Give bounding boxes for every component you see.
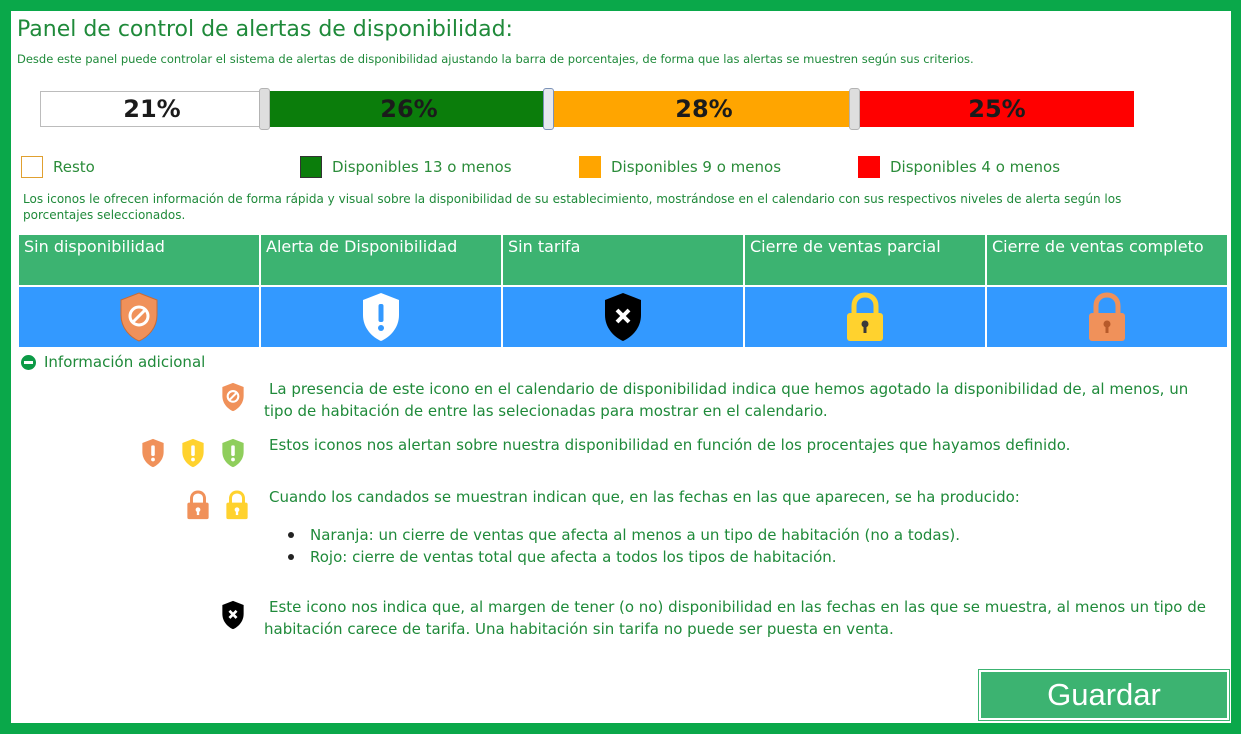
segment-rest xyxy=(40,91,264,127)
slider-handle-3[interactable] xyxy=(849,88,860,130)
legend-swatch-orange xyxy=(579,156,601,178)
alert-shield-icon xyxy=(359,291,403,343)
segment-13-or-less xyxy=(270,91,548,127)
header-no-availability: Sin disponibilidad xyxy=(19,235,259,285)
note-no-rate: Este icono nos indica que, al margen de tener (o no) disponibilidad en las fechas en las que se muestra, al menos un tipo de habitación carece de tarifa. Una habitación sin tarifa no puede ser puesta en venta. xyxy=(264,598,1206,638)
cell-partial-close xyxy=(745,287,985,347)
lock-icon xyxy=(185,489,211,521)
legend-label: Resto xyxy=(53,158,95,176)
save-button[interactable]: Guardar xyxy=(979,670,1229,720)
legend-swatch-red xyxy=(858,156,880,178)
locks-list xyxy=(286,524,1186,568)
cell-full-close xyxy=(987,287,1227,347)
collapse-icon xyxy=(21,355,36,370)
alert-shield-icon xyxy=(140,437,166,469)
cell-availability-alert xyxy=(261,287,501,347)
note-no-availability: La presencia de este icono en el calendario de disponibilidad indica que hemos agotado la disponibilidad de, al menos, un tipo de habitación de entre las selecionadas para mostrar en el calendario. xyxy=(264,380,1189,420)
lock-icon xyxy=(1085,290,1129,344)
alerts-control-panel xyxy=(11,11,1231,723)
legend-label: Disponibles 9 o menos xyxy=(611,158,782,176)
ban-shield-icon xyxy=(220,381,246,413)
segment-4-or-less xyxy=(860,91,1134,127)
legend-item-rest xyxy=(21,156,95,178)
legend-item-4 xyxy=(858,156,1060,178)
additional-info-toggle[interactable] xyxy=(21,353,205,371)
list-item: Rojo: cierre de ventas total que afecta a todos los tipos de habitación. xyxy=(286,546,1186,568)
lock-icon xyxy=(843,290,887,344)
x-shield-icon xyxy=(601,291,645,343)
segment-rest-label: 21% xyxy=(123,95,181,123)
x-shield-icon xyxy=(220,599,246,631)
page-subtitle: Desde este panel puede controlar el sistema de alertas de disponibilidad ajustando la barra de porcentajes, de forma que las alertas se muestren según sus criterios. xyxy=(17,52,974,66)
legend-swatch-green xyxy=(300,156,322,178)
segment-13-label: 26% xyxy=(380,95,438,123)
legend-item-13 xyxy=(300,156,512,178)
header-full-close: Cierre de ventas completo xyxy=(987,235,1227,285)
alert-shield-icon xyxy=(220,437,246,469)
note-locks: Cuando los candados se muestran indican que, en las fechas en las que aparecen, se ha producido: xyxy=(269,488,1020,506)
list-item: Naranja: un cierre de ventas que afecta al menos a un tipo de habitación (no a todas). xyxy=(286,524,1186,546)
cell-no-rate xyxy=(503,287,743,347)
segment-9-label: 28% xyxy=(675,95,733,123)
slider-handle-2[interactable] xyxy=(543,88,554,130)
lock-icon xyxy=(224,489,250,521)
legend-label: Disponibles 4 o menos xyxy=(890,158,1061,176)
header-availability-alert: Alerta de Disponibilidad xyxy=(261,235,501,285)
percentage-bar xyxy=(40,91,1134,127)
note-alerts: Estos iconos nos alertan sobre nuestra disponibilidad en función de los procentajes que hayamos definido. xyxy=(269,436,1071,454)
segment-9-or-less xyxy=(554,91,854,127)
slider-handle-1[interactable] xyxy=(259,88,270,130)
ban-shield-icon xyxy=(117,291,161,343)
cell-no-availability xyxy=(19,287,259,347)
legend-label: Disponibles 13 o menos xyxy=(332,158,512,176)
additional-info-label: Información adicional xyxy=(44,353,206,371)
page-title: Panel de control de alertas de disponibilidad: xyxy=(17,17,513,42)
legend-swatch-white xyxy=(21,156,43,178)
alert-shield-icon xyxy=(180,437,206,469)
segment-4-label: 25% xyxy=(968,95,1026,123)
header-partial-close: Cierre de ventas parcial xyxy=(745,235,985,285)
legend-item-9 xyxy=(579,156,781,178)
header-no-rate: Sin tarifa xyxy=(503,235,743,285)
icons-info-text: Los iconos le ofrecen información de forma rápida y visual sobre la disponibilidad de su establecimiento, mostrándose en el calendario con sus respectivos niveles de alerta según los porcentajes seleccionados. xyxy=(23,192,1122,222)
